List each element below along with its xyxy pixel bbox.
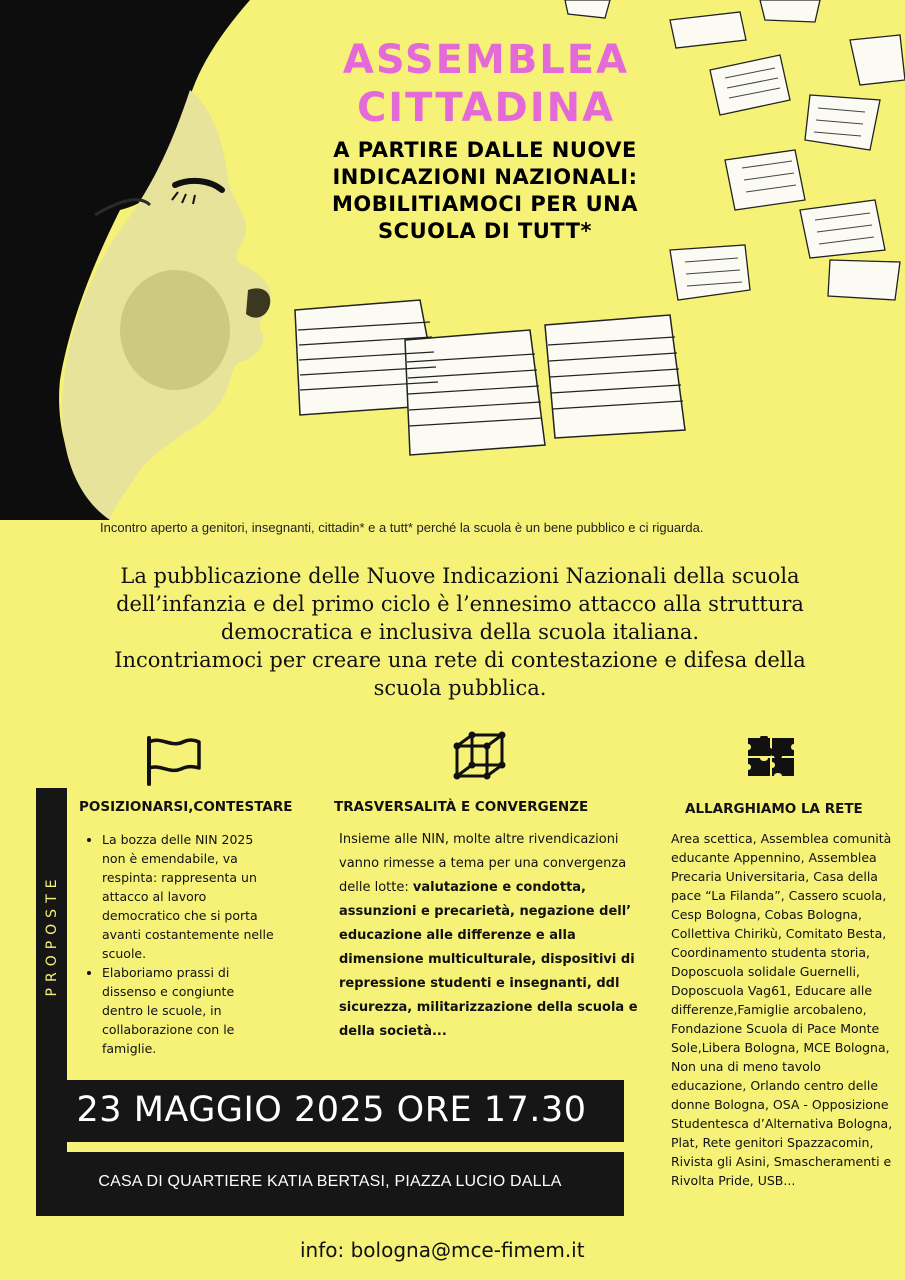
left-bullet: • Elaboriamo prassi di dissenso e congiunte dentro le scuole, in collaborazione con le famiglie. xyxy=(102,963,276,1058)
left-column-body xyxy=(86,830,276,1058)
middle-column-heading: TRASVERSALITÀ E CONVERGENZE xyxy=(334,799,589,815)
title-line-1: ASSEMBLEA xyxy=(342,37,630,83)
event-place: CASA DI QUARTIERE KATIA BERTASI, PIAZZA LUCIO DALLA xyxy=(98,1173,562,1190)
event-place-bar xyxy=(36,1152,624,1216)
headline-line-1: A PARTIRE DALLE NUOVE xyxy=(333,138,637,162)
middle-column-intro: Insieme alle NIN, molte altre rivendicazioni vanno rimesse a tema per una convergenza delle lotte: xyxy=(339,832,627,895)
lead-line: Incontriamoci per creare una rete di contestazione e difesa della xyxy=(114,648,806,672)
event-date: 23 MAGGIO 2025 ORE 17.30 xyxy=(76,1090,587,1130)
title-line-2: CITTADINA xyxy=(356,85,616,131)
left-column-heading: POSIZIONARSI,CONTESTARE xyxy=(79,799,293,815)
lead-line: dell’infanzia e del primo ciclo è l’ennesimo attacco alla struttura xyxy=(116,592,804,616)
lead-line: La pubblicazione delle Nuove Indicazioni Nazionali della scuola xyxy=(120,564,800,588)
middle-column-body xyxy=(339,828,639,1044)
event-date-bar xyxy=(39,1080,624,1142)
lead-line: scuola pubblica. xyxy=(373,676,547,700)
headline-line-3: MOBILITIAMOCI PER UNA xyxy=(331,192,639,216)
left-bullet: • La bozza delle NIN 2025 non è emendabile, va respinta: rappresenta un attacco al lavoro democratico che si porta avanti costantemente nelle scuole. xyxy=(102,830,276,963)
lead-line: democratica e inclusiva della scuola italiana. xyxy=(220,620,700,644)
info-contact[interactable]: info: bologna@mce-fimem.it xyxy=(300,1238,585,1262)
intro-text: Incontro aperto a genitori, insegnanti, cittadin* e a tutt* perché la scuola è un bene pubblico e ci riguarda. xyxy=(100,520,704,535)
proposte-label xyxy=(36,840,67,1030)
puzzle-icon xyxy=(746,736,796,778)
headline-line-2: INDICAZIONI NAZIONALI: xyxy=(332,165,638,189)
right-column-body: Area scettica, Assemblea comunità educante Appennino, Assemblea Precaria Universitaria, Casa della pace “La Filanda”, Cassero scuola, Cesp Bologna, Cobas Bologna, Collettiva Chirikù, Comitato Besta, Coordinamento studenta storia, Doposcuola solidale Guernelli, Doposcuola Vag61, Educare alle differenze,Famiglie arcobaleno, Fondazione Scuola di Pace Monte Sole,Libera Bologna, MCE Bologna, Non una di meno tavolo educazione, Orlando centro delle donne Bologna, OSA - Opposizione Studentesca d’Alternativa Bologna, Plat, Rete genitori Spazzacomin, Rivista gli Asini, Smascheramenti e Rivolta Pride, USB... xyxy=(671,831,893,1188)
middle-column-list: valutazione e condotta, assunzioni e precarietà, negazione dell’ educazione alle differenze e alla dimensione multiculturale, dispositivi di repressione studenti e insegnanti, ddl sicurezza, militarizzazione della scuola e della società... xyxy=(339,880,638,1039)
flag-icon xyxy=(143,734,203,786)
proposte-label-text: PROPOSTE xyxy=(43,873,60,997)
lead-paragraph xyxy=(60,562,860,702)
cube-network-icon xyxy=(452,730,510,784)
child-blowing-illustration xyxy=(0,0,300,520)
right-column-heading: ALLARGHIAMO LA RETE xyxy=(685,801,863,817)
headline-line-4: SCUOLA DI TUTT* xyxy=(378,219,592,243)
